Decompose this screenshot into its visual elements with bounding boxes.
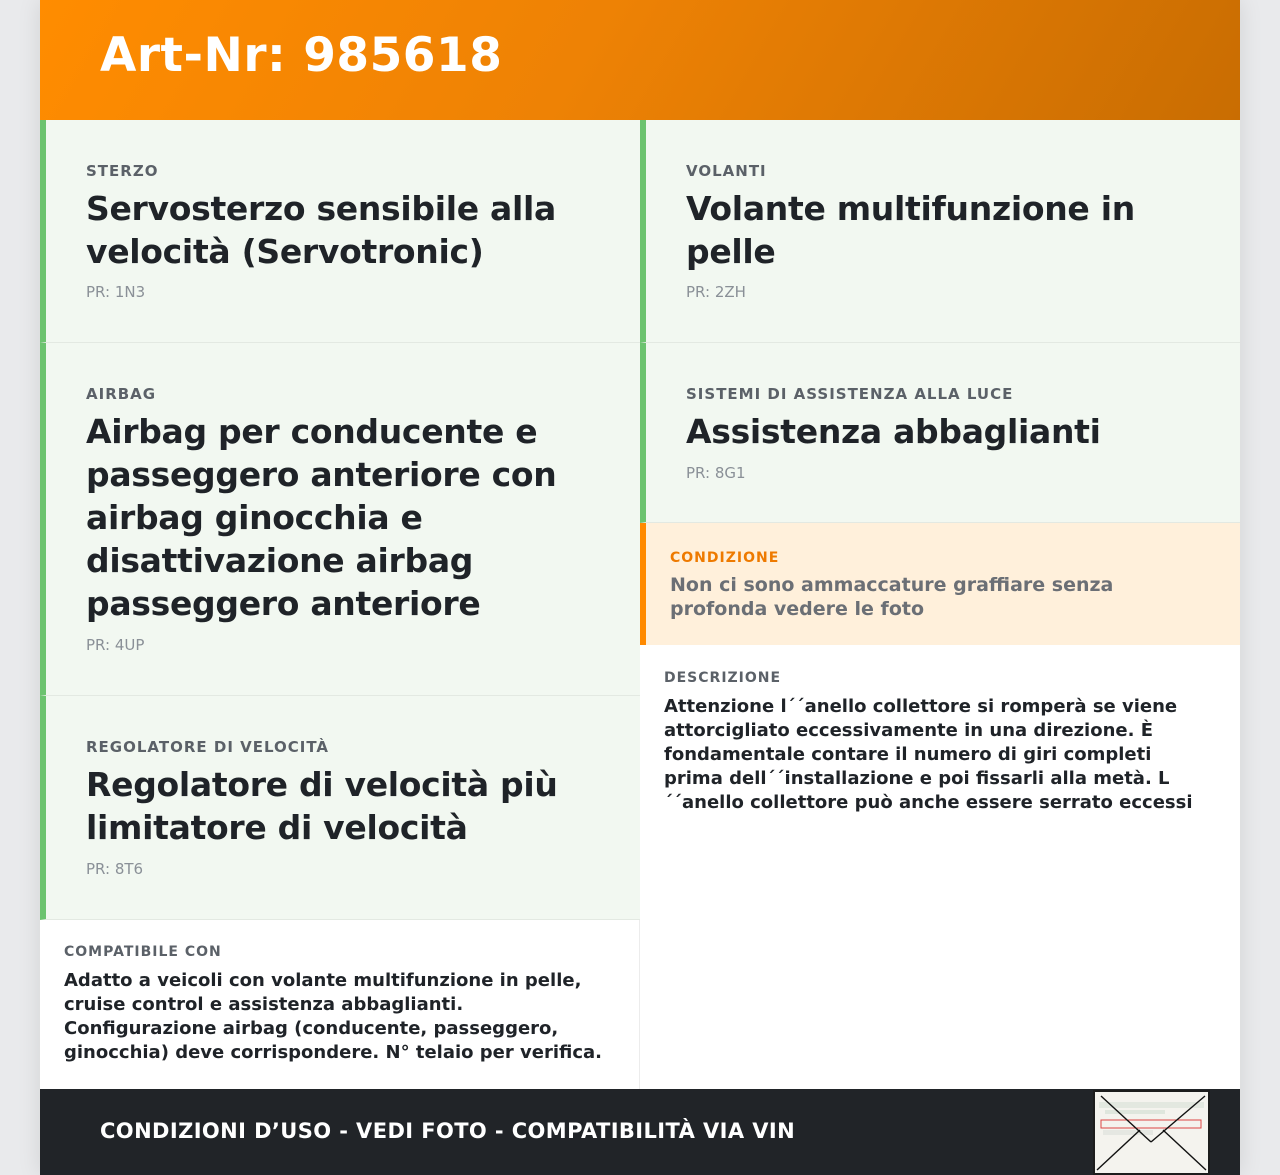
feature-pr-code: PR: 1N3: [86, 283, 146, 301]
feature-category: VOLANTI: [686, 162, 767, 180]
feature-title: Assistenza abbaglianti: [686, 412, 1101, 451]
feature-title: Regolatore di velocità più limitatore di velocità: [86, 765, 558, 847]
feature-title: Servosterzo sensibile alla velocità (Servotronic): [86, 189, 556, 271]
feature-card-steering: [40, 120, 640, 343]
feature-pr-code: PR: 4UP: [86, 636, 145, 654]
description-text: Attenzione l´´anello collettore si romperà se viene attorcigliato eccessivamente in una direzione. È fondamentale contare il numero di giri completi prima dell´´installazione e poi fissarli alla metà. L´´anello collettore può anche essere serrato eccessi: [664, 696, 1193, 813]
feature-category: REGOLATORE DI VELOCITÀ: [86, 738, 330, 756]
feature-card-cruise-control: [40, 696, 640, 920]
feature-category: AIRBAG: [86, 385, 157, 403]
condition-box: [640, 523, 1240, 645]
condition-label: CONDIZIONE: [670, 550, 780, 566]
envelope-icon: [1095, 1092, 1208, 1173]
article-number-title: Art-Nr: 985618: [100, 28, 503, 83]
compatible-label: COMPATIBILE CON: [64, 944, 222, 960]
vehicle-registration-thumbnail[interactable]: [1093, 1090, 1210, 1175]
feature-card-airbag: [40, 343, 640, 696]
feature-pr-code: PR: 8T6: [86, 860, 144, 878]
feature-category: SISTEMI DI ASSISTENZA ALLA LUCE: [686, 385, 1014, 403]
header-banner: [40, 0, 1240, 120]
feature-card-light-assist: [640, 343, 1240, 523]
feature-title: Airbag per conducente e passeggero anteriore con airbag ginocchia e disattivazione airbag passeggero anteriore: [86, 412, 557, 623]
feature-category: STERZO: [86, 162, 159, 180]
feature-card-steering-wheel: [640, 120, 1240, 343]
condition-text: Non ci sono ammaccature graffiare senza profonda vedere le foto: [670, 574, 1114, 620]
feature-pr-code: PR: 2ZH: [686, 283, 746, 301]
feature-title: Volante multifunzione in pelle: [686, 189, 1135, 271]
column-divider: [639, 920, 640, 1089]
description-label: DESCRIZIONE: [664, 670, 782, 686]
footer-bar: [40, 1089, 1240, 1175]
product-sheet: [40, 0, 1240, 1175]
compatible-text: Adatto a veicoli con volante multifunzione in pelle, cruise control e assistenza abbaglianti. Configurazione airbag (conducente, passeggero, ginocchia) deve corrispondere. N° telaio per verifica.: [64, 970, 603, 1063]
feature-pr-code: PR: 8G1: [686, 464, 746, 482]
footer-text: CONDIZIONI D’USO - VEDI FOTO - COMPATIBILITÀ VIA VIN: [100, 1119, 796, 1143]
